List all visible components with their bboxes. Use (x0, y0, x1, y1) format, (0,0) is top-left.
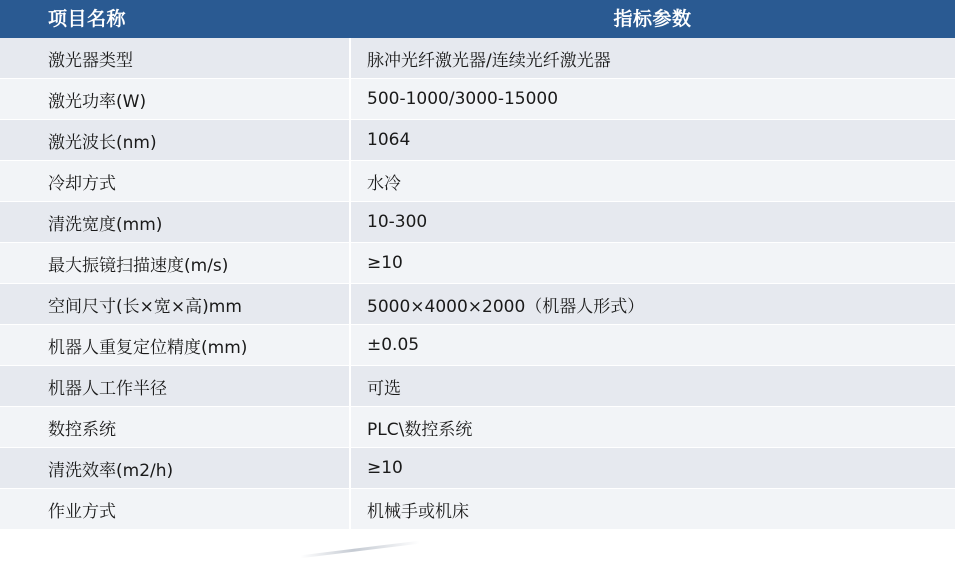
table-row (0, 489, 955, 530)
table-row (0, 79, 955, 120)
row-value: 水冷 (350, 161, 955, 202)
row-label: 激光功率(W) (0, 79, 350, 120)
row-label: 机器人重复定位精度(mm) (0, 325, 350, 366)
table-row (0, 325, 955, 366)
table-body (0, 38, 955, 530)
row-label: 清洗效率(m2/h) (0, 448, 350, 489)
row-value: 脉冲光纤激光器/连续光纤激光器 (350, 38, 955, 79)
row-value: 1064 (350, 120, 955, 161)
row-label: 机器人工作半径 (0, 366, 350, 407)
row-value: 5000×4000×2000（机器人形式） (350, 284, 955, 325)
table-row (0, 448, 955, 489)
table-row (0, 284, 955, 325)
row-value: ±0.05 (350, 325, 955, 366)
table-row (0, 243, 955, 284)
row-label: 清洗宽度(mm) (0, 202, 350, 243)
row-label: 最大振镜扫描速度(m/s) (0, 243, 350, 284)
row-label: 空间尺寸(长×宽×高)mm (0, 284, 350, 325)
row-value: ≥10 (350, 243, 955, 284)
watermark-line (300, 541, 419, 559)
row-label: 冷却方式 (0, 161, 350, 202)
column-header-value: 指标参数 (350, 0, 955, 38)
row-label: 作业方式 (0, 489, 350, 530)
table-row (0, 407, 955, 448)
row-value: ≥10 (350, 448, 955, 489)
row-label: 激光器类型 (0, 38, 350, 79)
row-value: 可选 (350, 366, 955, 407)
column-header-name: 项目名称 (0, 0, 350, 38)
table-row (0, 120, 955, 161)
row-value: PLC\数控系统 (350, 407, 955, 448)
table-row (0, 161, 955, 202)
table-row (0, 202, 955, 243)
row-label: 数控系统 (0, 407, 350, 448)
table-header-row (0, 0, 955, 38)
table-header (0, 0, 955, 38)
row-value: 10-300 (350, 202, 955, 243)
table-row (0, 38, 955, 79)
row-value: 机械手或机床 (350, 489, 955, 530)
row-label: 激光波长(nm) (0, 120, 350, 161)
watermark-streak (300, 538, 420, 578)
row-value: 500-1000/3000-15000 (350, 79, 955, 120)
table-row (0, 366, 955, 407)
